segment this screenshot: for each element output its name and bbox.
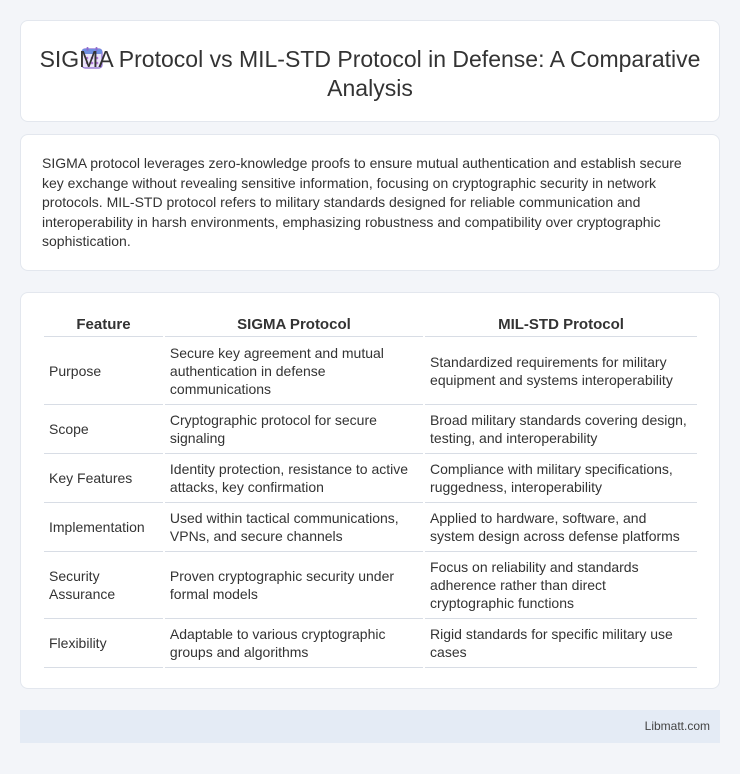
sigma-cell: Used within tactical communications, VPNs, and secure channels bbox=[165, 503, 423, 552]
title-card bbox=[20, 20, 720, 122]
sigma-cell: Cryptographic protocol for secure signaling bbox=[165, 405, 423, 454]
milstd-cell: Standardized requirements for military equipment and systems interoperability bbox=[425, 337, 697, 405]
feature-cell: Flexibility bbox=[44, 619, 163, 668]
milstd-cell: Applied to hardware, software, and system design across defense platforms bbox=[425, 503, 697, 552]
table-row bbox=[44, 552, 697, 619]
header-sigma: SIGMA Protocol bbox=[165, 314, 423, 337]
intro-paragraph: SIGMA protocol leverages zero-knowledge proofs to ensure mutual authentication and establish secure key exchange without revealing sensitive information, focusing on cryptographic security in network protocols. MIL-STD protocol refers to military standards designed for reliable communication and interoperability in harsh environments, emphasizing robustness and compatibility over cryptographic sophistication. bbox=[42, 155, 682, 249]
header-milstd: MIL-STD Protocol bbox=[425, 314, 697, 337]
table-header-row bbox=[44, 314, 697, 337]
sigma-cell: Secure key agreement and mutual authentication in defense communications bbox=[165, 337, 423, 405]
table-row bbox=[44, 337, 697, 405]
feature-cell: Key Features bbox=[44, 454, 163, 503]
header-feature: Feature bbox=[44, 314, 163, 337]
milstd-cell: Rigid standards for specific military use cases bbox=[425, 619, 697, 668]
milstd-cell: Broad military standards covering design, testing, and interoperability bbox=[425, 405, 697, 454]
feature-cell: Implementation bbox=[44, 503, 163, 552]
sigma-cell: Adaptable to various cryptographic groups and algorithms bbox=[165, 619, 423, 668]
table-row bbox=[44, 405, 697, 454]
comparison-card bbox=[20, 292, 720, 689]
feature-cell: Scope bbox=[44, 405, 163, 454]
table-row bbox=[44, 619, 697, 668]
footer-brand[interactable]: Libmatt.com bbox=[644, 719, 710, 733]
comparison-table bbox=[42, 314, 699, 668]
feature-cell: Security Assurance bbox=[44, 552, 163, 619]
table-row bbox=[44, 454, 697, 503]
milstd-cell: Compliance with military specifications, ruggedness, interoperability bbox=[425, 454, 697, 503]
sigma-cell: Identity protection, resistance to active attacks, key confirmation bbox=[165, 454, 423, 503]
footer-bar bbox=[20, 710, 720, 743]
sigma-cell: Proven cryptographic security under formal models bbox=[165, 552, 423, 619]
milstd-cell: Focus on reliability and standards adherence rather than direct cryptographic functions bbox=[425, 552, 697, 619]
table-row bbox=[44, 503, 697, 552]
feature-cell: Purpose bbox=[44, 337, 163, 405]
intro-card bbox=[20, 134, 720, 271]
page-title: SIGMA Protocol vs MIL-STD Protocol in Defense: A Comparative Analysis bbox=[39, 46, 701, 101]
